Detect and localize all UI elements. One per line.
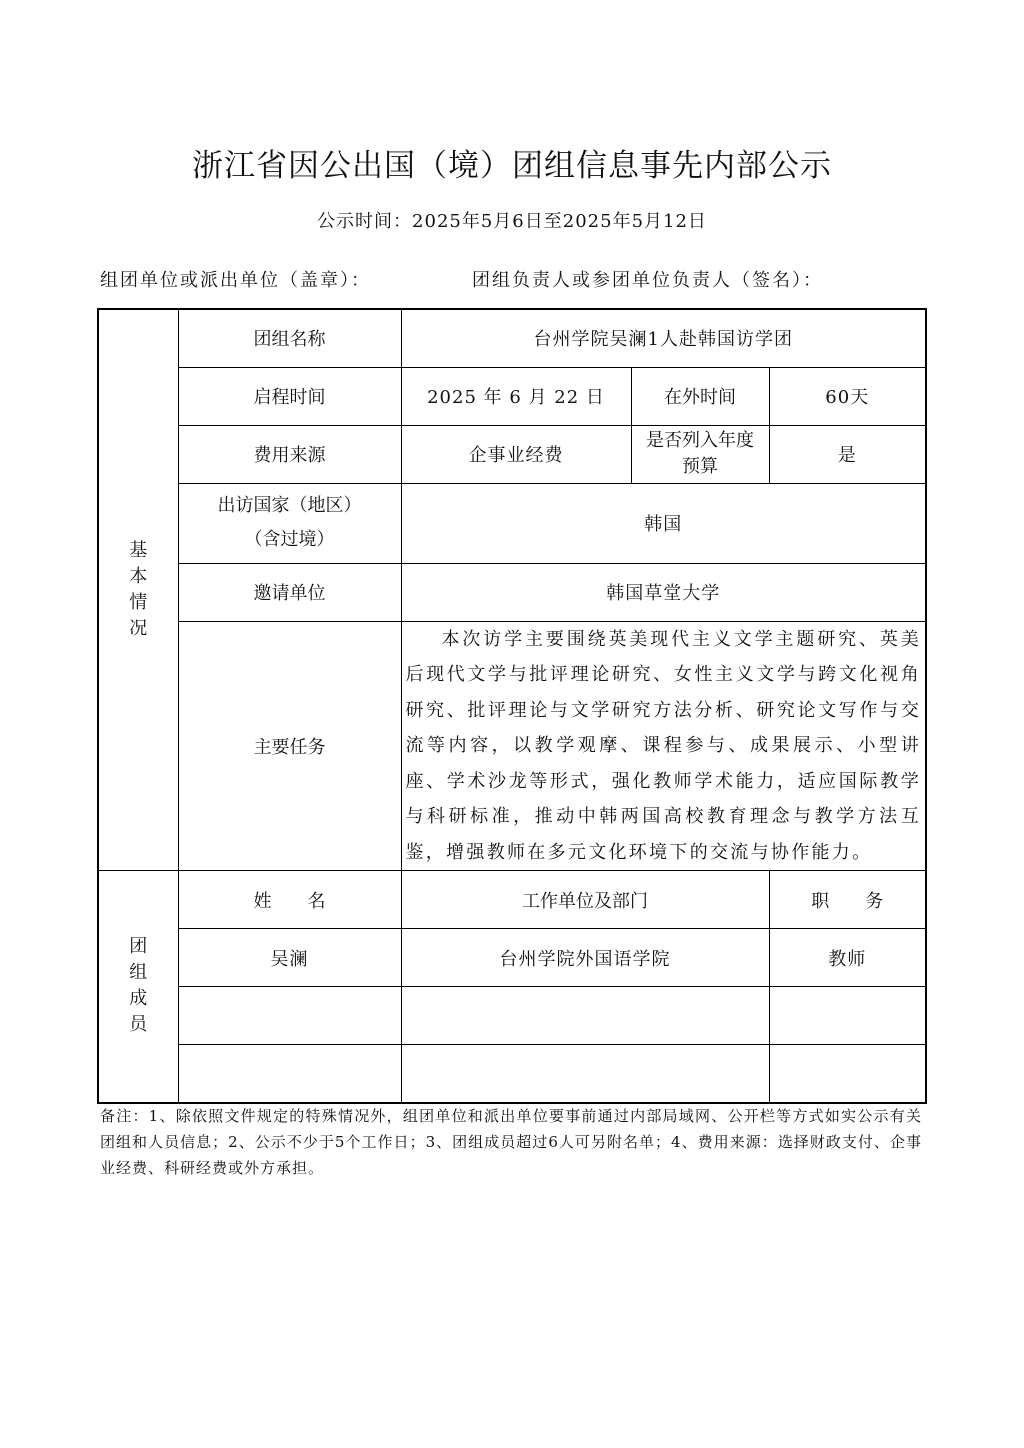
destination-country-label: 出访国家（地区） （含过境） [178,483,401,563]
member-unit [401,987,769,1045]
basic-info-section-label: 基 本 情 况 [98,309,178,871]
funding-source-label: 费用来源 [178,425,401,483]
member-unit: 台州学院外国语学院 [401,929,769,987]
member-name-header: 姓 名 [178,871,401,929]
annual-budget-label: 是否列入年度预算 [631,425,769,483]
member-row [98,987,926,1045]
member-name [178,987,401,1045]
info-table [97,308,927,1104]
funding-source-value: 企事业经费 [401,425,631,483]
group-name-label: 团组名称 [178,309,401,367]
destination-country-value: 韩国 [401,483,926,563]
inviting-unit-value: 韩国草堂大学 [401,563,926,621]
publicity-time: 公示时间：2025年5月6日至2025年5月12日 [317,211,707,232]
abroad-duration-value: 60天 [769,367,926,425]
depart-time-value: 2025 年 6 月 22 日 [401,367,631,425]
main-task-label: 主要任务 [178,621,401,871]
member-unit [401,1045,769,1103]
member-row [98,1045,926,1103]
members-section-label: 团 组 成 员 [98,871,178,1103]
member-title [769,1045,926,1103]
member-row [98,929,926,987]
member-name: 吴澜 [178,929,401,987]
member-title-header: 职 务 [769,871,926,929]
abroad-duration-label: 在外时间 [631,367,769,425]
member-title: 教师 [769,929,926,987]
footnote: 备注：1、除依照文件规定的特殊情况外，组团单位和派出单位要事前通过内部局域网、公开栏等方式如实公示有关团组和人员信息；2、公示不少于5个工作日；3、团组成员超过6人可另附名单；4、费用来源：选择财政支付、企事业经费、科研经费或外方承担。 [100,1107,922,1177]
inviting-unit-label: 邀请单位 [178,563,401,621]
member-unit-header: 工作单位及部门 [401,871,769,929]
annual-budget-value: 是 [769,425,926,483]
member-name [178,1045,401,1103]
document-title: 浙江省因公出国（境）团组信息事先内部公示 [192,148,832,184]
organizer-seal-label: 组团单位或派出单位（盖章）： [100,270,371,291]
main-task-text: 本次访学主要围绕英美现代主义文学主题研究、英美后现代文学与批评理论研究、女性主义文学与跨文化视角研究、批评理论与文学研究方法分析、研究论文写作与交流等内容，以教学观摩、课程参与、成果展示、小型讲座、学术沙龙等形式，强化教师学术能力，适应国际教学与科研标准，推动中韩两国高校教育理念与教学方法互鉴，增强教师在多元文化环境下的交流与协作能力。 [401,621,926,871]
member-title [769,987,926,1045]
leader-signature-label: 团组负责人或参团单位负责人（签名）： [472,270,823,291]
depart-time-label: 启程时间 [178,367,401,425]
group-name-value: 台州学院吴澜1人赴韩国访学团 [401,309,926,367]
